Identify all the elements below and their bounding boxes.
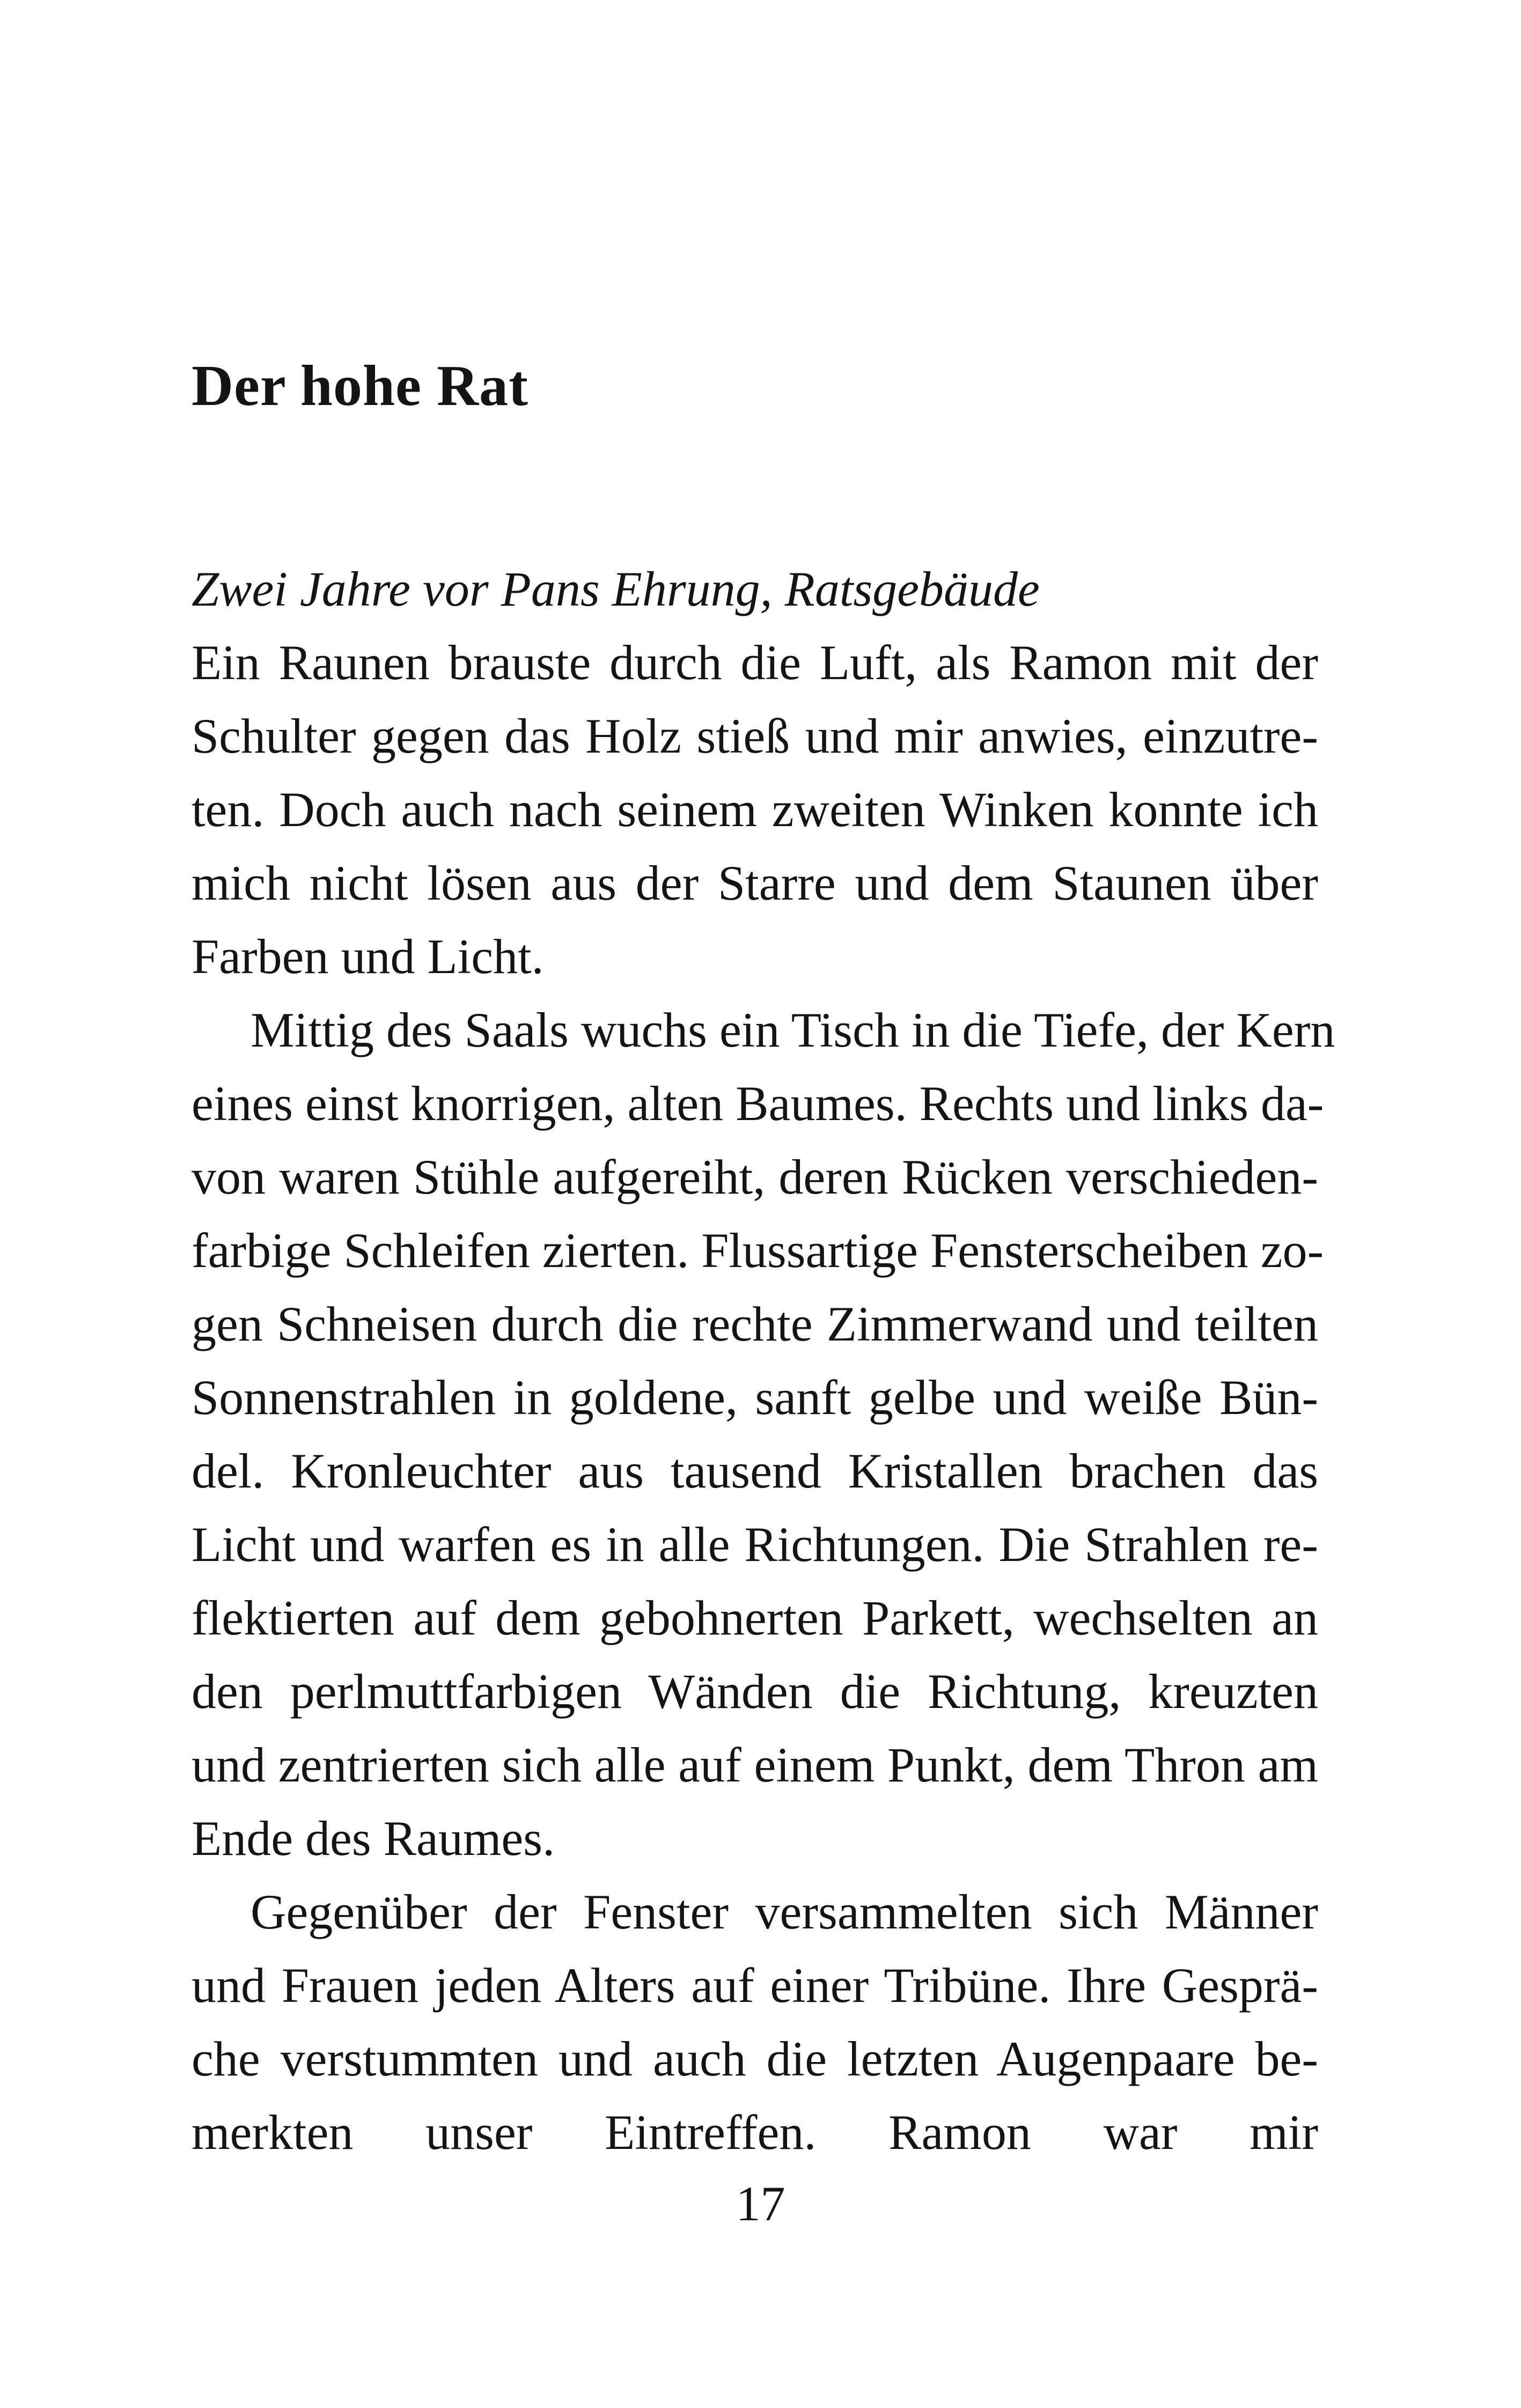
text-line: Schulter gegen das Holz stieß und mir anwies, einzutre- (192, 709, 1318, 763)
text-line: von waren Stühle aufgereiht, deren Rücken verschieden- (192, 1150, 1318, 1204)
text-line: gen Schneisen durch die rechte Zimmerwand und teilten (192, 1297, 1318, 1351)
text-line: Farben und Licht. (192, 929, 544, 984)
text-line: Gegenüber der Fenster versammelten sich Männer (251, 1884, 1318, 1939)
text-line: del. Kronleuchter aus tausend Kristallen brachen das (192, 1444, 1318, 1498)
text-line: Ende des Raumes. (192, 1811, 555, 1866)
chapter-subtitle: Zwei Jahre vor Pans Ehrung, Ratsgebäude (192, 562, 1040, 616)
text-line: eines einst knorrigen, alten Baumes. Rechts und links da- (192, 1076, 1324, 1131)
paragraph-2 (192, 993, 1335, 1875)
text-line: Sonnenstrahlen in goldene, sanft gelbe und weiße Bün- (192, 1370, 1318, 1425)
paragraph-1 (192, 626, 1318, 993)
text-line: che verstummten und auch die letzten Augenpaare be- (192, 2031, 1318, 2086)
text-line: merkten unser Eintreffen. Ramon war mir (192, 2105, 1318, 2160)
text-line: und zentrierten sich alle auf einem Punkt, dem Thron am (192, 1737, 1318, 1792)
text-line: mich nicht lösen aus der Starre und dem Staunen über (192, 856, 1318, 910)
text-line: Mittig des Saals wuchs ein Tisch in die Tiefe, der Kern (251, 1003, 1335, 1057)
text-line: Ein Raunen brauste durch die Luft, als Ramon mit der (192, 635, 1318, 690)
text-line: ten. Doch auch nach seinem zweiten Winken konnte ich (192, 782, 1318, 837)
text-line: und Frauen jeden Alters auf einer Tribüne. Ihre Gesprä- (192, 1958, 1318, 2013)
text-line: Licht und warfen es in alle Richtungen. Die Strahlen re- (192, 1517, 1318, 1572)
paragraph-3 (192, 1875, 1318, 2169)
text-line: den perlmuttfarbigen Wänden die Richtung, kreuzten (192, 1664, 1318, 1719)
text-line: flektierten auf dem gebohnerten Parkett, wechselten an (192, 1590, 1318, 1645)
text-block (192, 553, 1335, 2169)
text-line: farbige Schleifen zierten. Flussartige Fensterscheiben zo- (192, 1223, 1324, 1278)
chapter-title: Der hohe Rat (192, 354, 528, 418)
page-number: 17 (736, 2176, 785, 2231)
